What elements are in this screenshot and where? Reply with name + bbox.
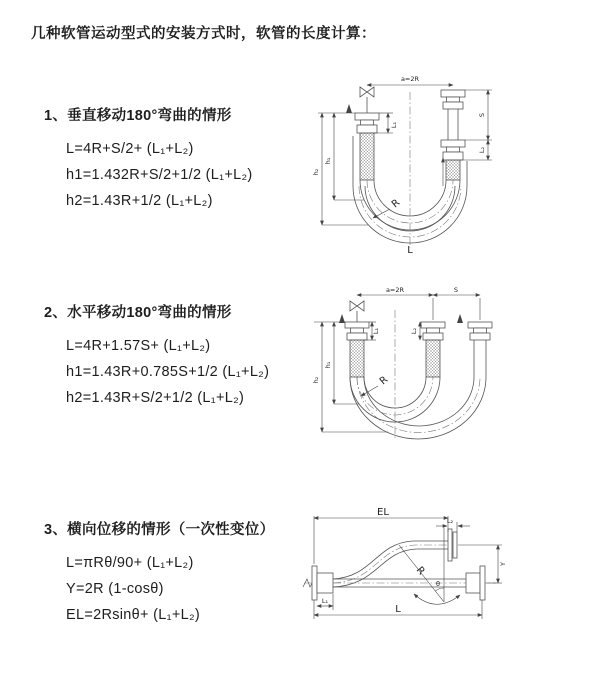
dimension-labels (322, 507, 507, 615)
section-heading: 1、垂直移动180°弯曲的情形 (44, 108, 232, 124)
formula-EL: EL=2Rsinθ+ (L₁+L₂) (66, 607, 201, 623)
right-pipe-assembly (441, 90, 465, 186)
move-arrow-icon (457, 314, 463, 323)
braided-hose (446, 160, 460, 180)
hose-arcs (350, 377, 486, 439)
dim-theta-label: θ (436, 580, 440, 588)
section-horizontal-bend (44, 301, 269, 411)
left-pipe-assembly (339, 301, 369, 377)
formula-list (44, 136, 253, 214)
flange (421, 322, 445, 328)
flange (312, 566, 317, 600)
dim-y-label: Y (499, 562, 507, 566)
dimension-lines (314, 295, 480, 432)
diagram-lateral-displacement (298, 498, 513, 650)
dim-a2r-label: a=2R (400, 75, 420, 83)
formula-list (44, 550, 274, 628)
dim-a2r-label: a=2R (385, 286, 405, 294)
braided-hose (360, 133, 374, 180)
dim-l1-label: L₁ (390, 121, 398, 129)
dim-h1-label: h₁ (324, 157, 332, 165)
section-heading: 2、水平移动180°弯曲的情形 (44, 305, 232, 321)
upper-right-flange-assembly (448, 529, 457, 561)
dim-s-label: S (453, 286, 459, 294)
formula-L: L=πRθ/90+ (L₁+L₂) (66, 555, 194, 571)
section-heading: 3、横向位移的情形（一次性变位） (44, 522, 275, 538)
dim-h2-label: h₂ (312, 376, 320, 384)
section-lateral-displacement (44, 518, 274, 628)
formula-Y: Y=2R (1-cosθ) (66, 581, 164, 597)
dim-h1-label: h₁ (324, 361, 332, 369)
left-flange-assembly (312, 566, 333, 600)
dimension-lines (318, 85, 492, 225)
displaced-hose (333, 541, 448, 587)
dim-l-label: L (395, 604, 401, 615)
dim-s-label: S (478, 112, 486, 118)
dim-r-label: R (377, 374, 391, 388)
dim-l-label: L (407, 245, 413, 256)
left-pipe-assembly (346, 87, 379, 180)
right-pipe-assembly (468, 322, 492, 377)
braided-hose (350, 340, 364, 377)
dim-l1-label: L₁ (321, 597, 329, 605)
flange (480, 566, 485, 600)
dim-l2-label: L₂ (410, 327, 418, 335)
formula-h1: h1=1.432R+S/2+1/2 (L₁+L₂) (66, 167, 253, 183)
formula-h1: h1=1.43R+0.785S+1/2 (L₁+L₂) (66, 364, 270, 380)
page-title: 几种软管运动型式的安装方式时，软管的长度计算： (31, 26, 376, 42)
diagram-horizontal-bend (302, 282, 552, 447)
formula-L: L=4R+1.57S+ (L₁+L₂) (66, 338, 211, 354)
move-arrow-icon (339, 314, 345, 323)
valve-icon (350, 301, 364, 311)
braided-hose (426, 340, 440, 377)
diagram-vertical-bend (300, 66, 550, 256)
dim-l2-label: L₂ (478, 146, 486, 154)
dim-r-label: R (389, 197, 403, 211)
move-arrow-icon (346, 104, 352, 113)
lower-right-flange-assembly (466, 566, 485, 600)
flange (468, 322, 492, 328)
dim-h2-label: h₂ (312, 168, 320, 176)
dim-r-label: R (413, 564, 427, 578)
dimension-lines (314, 516, 502, 619)
valve-icon (360, 87, 374, 97)
formula-L: L=4R+S/2+ (L₁+L₂) (66, 141, 194, 157)
formula-list (44, 333, 269, 411)
flange (345, 322, 369, 328)
formula-h2: h2=1.43R+S/2+1/2 (L₁+L₂) (66, 390, 245, 406)
dim-el-label: EL (377, 507, 389, 518)
dim-l2-label: L₂ (446, 517, 454, 525)
middle-pipe-assembly (421, 314, 463, 377)
flange (448, 529, 452, 561)
dim-l1-label: L₁ (372, 327, 380, 335)
flange (355, 113, 379, 120)
flange (441, 140, 465, 147)
formula-h2: h2=1.43R+1/2 (L₁+L₂) (66, 193, 213, 209)
flange (441, 90, 465, 97)
section-vertical-bend (44, 104, 253, 214)
